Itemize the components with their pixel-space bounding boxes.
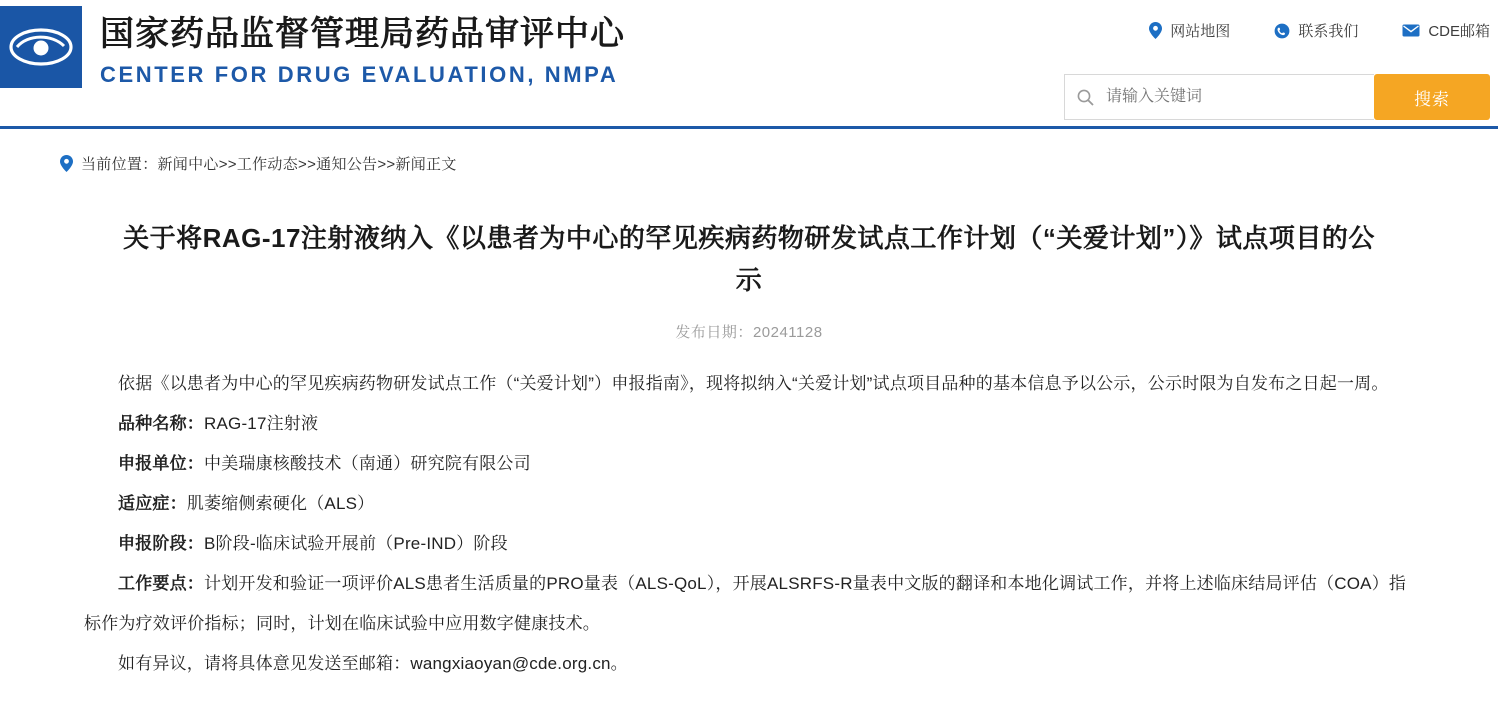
field-label: 适应症： xyxy=(118,494,187,514)
field-value: 肌萎缩侧索硬化（ALS） xyxy=(186,494,375,514)
field-value: 中美瑞康核酸技术（南通）研究院有限公司 xyxy=(204,454,531,474)
field-label: 品种名称： xyxy=(118,414,204,434)
article-body xyxy=(84,364,1414,684)
top-link-contact[interactable] xyxy=(1274,20,1358,41)
top-links xyxy=(1149,20,1490,41)
publish-date-label: 发布日期： xyxy=(675,324,753,342)
site-title-block xyxy=(100,12,625,90)
field-label: 工作要点： xyxy=(118,574,204,594)
field-row xyxy=(84,404,1414,444)
top-link-label: CDE邮箱 xyxy=(1428,23,1490,40)
top-link-email[interactable] xyxy=(1402,20,1490,41)
article-footer-note: 如有异议，请将具体意见发送至邮箱：wangxiaoyan@cde.org.cn。 xyxy=(118,654,628,674)
search-input[interactable] xyxy=(1104,87,1362,107)
field-value: B阶段-临床试验开展前（Pre-IND）阶段 xyxy=(204,534,508,554)
site-title-cn: 国家药品监督管理局药品审评中心 xyxy=(100,15,625,53)
publish-date xyxy=(84,321,1414,342)
top-link-label: 联系我们 xyxy=(1298,23,1359,40)
field-label: 申报阶段： xyxy=(118,534,204,554)
field-row xyxy=(84,524,1414,564)
field-row xyxy=(84,444,1414,484)
article-intro: 依据《以患者为中心的罕见疾病药物研发试点工作（“关爱计划”）申报指南》，现将拟纳入“关爱计划”试点项目品种的基本信息予以公示，公示时限为自发布之日起一周。 xyxy=(118,374,1389,394)
article xyxy=(84,174,1414,684)
location-pin-icon xyxy=(1149,22,1162,39)
field-row xyxy=(84,564,1414,644)
page-title: 关于将RAG-17注射液纳入《以患者为中心的罕见疾病药物研发试点工作计划（“关爱计划”）》试点项目的公示 xyxy=(123,223,1375,296)
publish-date-value: 20241128 xyxy=(752,324,823,342)
field-row xyxy=(84,484,1414,524)
site-title-en: CENTER FOR DRUG EVALUATION, NMPA xyxy=(100,62,619,87)
breadcrumb-text[interactable]: 当前位置：新闻中心>>工作动态>>通知公告>>新闻正文 xyxy=(81,156,457,173)
envelope-icon xyxy=(1402,24,1420,37)
site-header xyxy=(0,0,1498,129)
field-value: RAG-17注射液 xyxy=(204,414,319,434)
search-field-wrap[interactable] xyxy=(1064,74,1374,120)
field-label: 申报单位： xyxy=(118,454,204,474)
breadcrumb xyxy=(0,129,1498,174)
search-icon xyxy=(1077,89,1094,106)
cde-eye-logo-icon[interactable] xyxy=(0,6,82,88)
phone-icon xyxy=(1274,23,1290,39)
search-bar xyxy=(1064,74,1490,120)
field-value: 计划开发和验证一项评价ALS患者生活质量的PRO量表（ALS-QoL），开展ALSRFS-R量表中文版的翻译和本地化调试工作，并将上述临床结局评估（COA）指标作为疗效评价指标；同时，计划在临床试验中应用数字健康技术。 xyxy=(84,574,1407,634)
top-link-sitemap[interactable] xyxy=(1149,20,1230,41)
search-button[interactable]: 搜索 xyxy=(1374,74,1490,120)
location-pin-icon xyxy=(60,155,73,172)
top-link-label: 网站地图 xyxy=(1170,23,1231,40)
